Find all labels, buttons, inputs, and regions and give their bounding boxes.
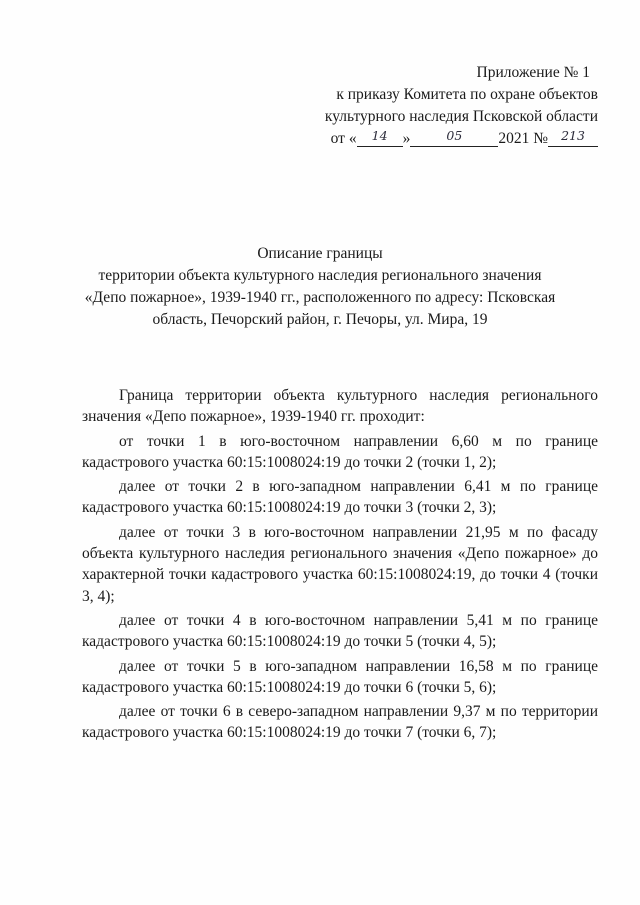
title-line-2: территории объекта культурного наследия регионального значения xyxy=(98,267,542,284)
day-blank xyxy=(357,128,403,147)
title-line-3: «Депо пожарное», 1939-1940 гг., расположенного по адресу: Псковская xyxy=(84,289,556,306)
segment-2-3: далее от точки 2 в юго-западном направлении 6,41 м по границе кадастрового участка 60:15:1008024:19 до точки 3 (точки 2, 3); xyxy=(82,478,598,517)
handwritten-month: 05 xyxy=(446,128,463,143)
number-blank xyxy=(548,128,598,147)
appendix-committee-line: культурного наследия Псковской области xyxy=(324,108,598,125)
segment-4-5: далее от точки 4 в юго-восточном направлении 5,41 м по границе кадастрового участка 60:15:1008024:19 до точки 5 (точки 4, 5); xyxy=(82,611,598,651)
title-line-4: область, Печорский район, г. Печоры, ул. Мира, 19 xyxy=(152,311,488,328)
segment-3-4: далее от точки 3 в юго-восточном направлении 21,95 м по фасаду объекта культурного наследия регионального значения «Депо пожарное» до характерной точки кадастрового участка 60:15:1008024:19, до точки 4 (точки 3, 4); xyxy=(82,523,598,605)
date-mid: » xyxy=(402,130,411,147)
segment-1-2: от точки 1 в юго-восточном направлении 6,60 м по границе кадастрового участка 60:15:1008024:19 до точки 2 (точки 1, 2); xyxy=(82,432,598,471)
appendix-date-line xyxy=(0,128,598,150)
appendix-number: Приложение № 1 xyxy=(476,64,590,81)
date-year: 2021 № xyxy=(498,130,548,147)
segment-6-7: далее от точки 6 в северо-западном направлении 9,37 м по территории кадастрового участка 60:15:1008024:19 до точки 7 (точки 6, 7); xyxy=(82,703,598,742)
handwritten-day: 14 xyxy=(371,128,388,143)
boundary-description xyxy=(82,385,598,744)
segment-5-6: далее от точки 5 в юго-западном направлении 16,58 м по границе кадастрового участка 60:15:1008024:19 до точки 6 (точки 5, 6); xyxy=(82,657,598,696)
intro-paragraph: Граница территории объекта культурного наследия регионального значения «Депо пожарное», 1939-1940 гг. проходит: xyxy=(82,387,598,426)
appendix-order-line: к приказу Комитета по охране объектов xyxy=(336,86,598,103)
handwritten-number: 213 xyxy=(561,128,585,143)
month-blank xyxy=(410,128,498,147)
date-prefix: от « xyxy=(330,130,357,147)
appendix-header xyxy=(0,62,598,150)
title-heading: Описание границы xyxy=(257,245,383,262)
document-title xyxy=(60,243,580,331)
